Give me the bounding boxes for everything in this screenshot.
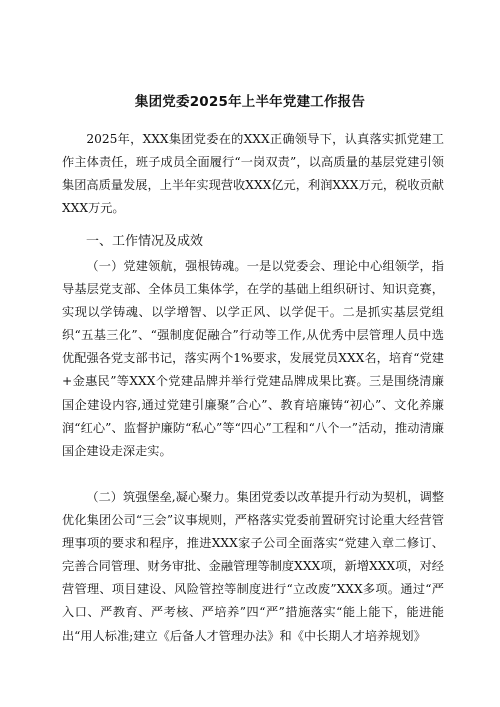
section-heading: 一、工作情况及成效 bbox=[86, 234, 204, 249]
paragraph-party-building: （一）党建领航，强根铸魂。一是以党委会、理论中心组领学，指导基层党支部、全体员工集体学，在学的基础上组织研讨、知识竞赛，实现以学铸魂、以学增智、以学正风、以学促干。二是抓实基层党组织“五基三化”、“强制度促融合”行动等工作,从优秀中层管理人员中选优配强各党支部书记，落实两个1%要求，发展党员XXX名，培育“党建+金惠民”等XXX个党建品牌并举行党建品牌成果比赛。三是围绕清廉国企建设内容,通过党建引廉聚”合心”、教育培廉铸“初心”、文化养廉润“红心”、监督护廉防“私心”等“四心”工程和“八个一”活动，推动清廉国企建设走深走实。 bbox=[62, 259, 444, 458]
paragraph-fortress: （二）筑强堡垒,凝心聚力。集团党委以改革提升行动为契机，调整优化集团公司“三会”议事规则，严格落实党委前置研究讨论重大经营管理事项的要求和程序，推进XXX家子公司全面落实“党建入章二修订、完善合同管理、财务审批、金融管理等制度XXX项，新增XXX项，对经营管理、项目建设、风险管控等制度进行“立改废”XXX多项。通过“严入口、严教育、严考核、严培养”四“严”措施落实“能上能下，能进能出“用人标准;建立《后备人才管理办法》和《中长期人才培养规划》 bbox=[62, 490, 444, 643]
intro-paragraph: 2025年，XXX集团党委在的XXX正确领导下，认真落实抓党建工作主体责任，班子成员全面履行“一岗双责”，以高质量的基层党建引领集团高质量发展，上半年实现营收XXX亿元，利润XXX万元，税收贡献XXX万元。 bbox=[62, 132, 444, 216]
document-title: 集团党委2025年上半年党建工作报告 bbox=[134, 94, 366, 110]
